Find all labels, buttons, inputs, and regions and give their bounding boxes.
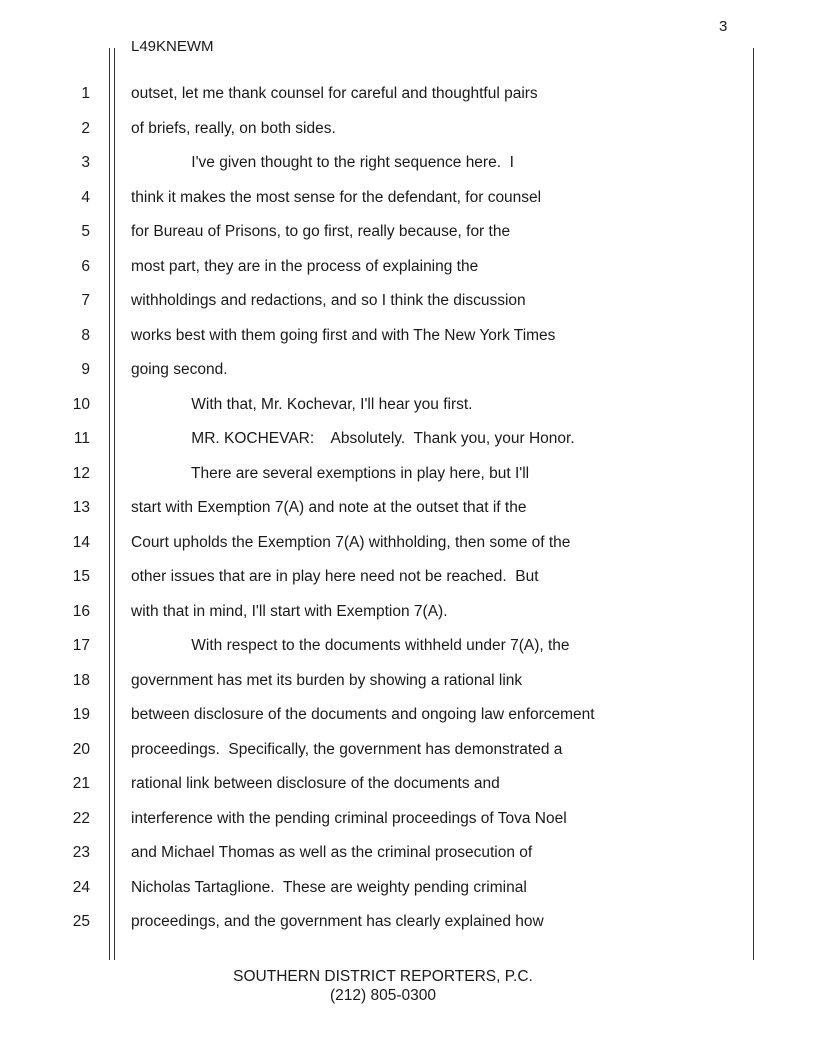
line-text: proceedings, and the government has clearly explained how	[131, 913, 544, 930]
line-number: 2	[81, 119, 90, 137]
line-text: rational link between disclosure of the documents and	[131, 775, 500, 792]
transcript-line	[0, 602, 816, 637]
transcript-line	[0, 567, 816, 602]
line-number: 4	[81, 188, 90, 206]
transcript-line	[0, 843, 816, 878]
line-text: start with Exemption 7(A) and note at the outset that if the	[131, 499, 527, 516]
line-number: 16	[72, 602, 90, 620]
transcript-lines	[0, 84, 816, 947]
line-number: 14	[72, 533, 90, 551]
line-text: I've given thought to the right sequence here. I	[131, 154, 514, 171]
line-text: for Bureau of Prisons, to go first, really because, for the	[131, 223, 511, 240]
line-text: withholdings and redactions, and so I think the discussion	[131, 292, 526, 309]
line-number: 5	[81, 223, 90, 240]
transcript-line	[0, 498, 816, 533]
line-number: 21	[72, 775, 90, 792]
line-number: 24	[72, 878, 90, 896]
transcript-line	[0, 878, 816, 913]
transcript-line	[0, 671, 816, 706]
transcript-line	[0, 257, 816, 292]
reporter-name: SOUTHERN DISTRICT REPORTERS, P.C.	[233, 968, 533, 985]
transcript-line	[0, 360, 816, 395]
line-number: 13	[72, 499, 90, 516]
line-text: between disclosure of the documents and ongoing law enforcement	[131, 706, 595, 723]
line-number: 1	[81, 85, 90, 102]
transcript-line	[0, 222, 816, 257]
line-number: 10	[72, 395, 90, 413]
line-number: 17	[72, 637, 90, 654]
line-number: 15	[72, 568, 90, 585]
line-number: 20	[72, 740, 90, 758]
line-number: 11	[73, 430, 90, 447]
transcript-line	[0, 119, 816, 154]
line-number: 12	[72, 464, 90, 482]
line-text: outset, let me thank counsel for careful and thoughtful pairs	[131, 85, 538, 102]
line-number: 6	[81, 257, 90, 275]
transcript-line	[0, 291, 816, 326]
line-text: With respect to the documents withheld under 7(A), the	[131, 637, 570, 654]
line-number: 9	[81, 361, 90, 378]
transcript-line	[0, 809, 816, 844]
transcript-line	[0, 84, 816, 119]
transcript-line	[0, 740, 816, 775]
line-text: going second.	[131, 361, 228, 378]
case-id: L49KNEWM	[131, 38, 214, 55]
line-text: and Michael Thomas as well as the criminal prosecution of	[131, 844, 533, 861]
line-number: 22	[72, 809, 90, 827]
line-text: With that, Mr. Kochevar, I'll hear you first.	[131, 395, 473, 413]
line-text: most part, they are in the process of explaining the	[131, 257, 479, 275]
line-number: 19	[72, 706, 90, 723]
transcript-line	[0, 326, 816, 361]
transcript-line	[0, 188, 816, 223]
line-text: other issues that are in play here need not be reached. But	[131, 568, 539, 585]
line-number: 3	[81, 154, 90, 171]
line-text: Court upholds the Exemption 7(A) withholding, then some of the	[131, 533, 571, 551]
line-number: 8	[81, 326, 90, 344]
transcript-line	[0, 153, 816, 188]
transcript-line	[0, 533, 816, 568]
transcript-line	[0, 429, 816, 464]
line-number: 25	[72, 913, 90, 930]
transcript-line	[0, 912, 816, 947]
line-text: of briefs, really, on both sides.	[131, 119, 336, 137]
line-number: 18	[72, 671, 90, 689]
transcript-line	[0, 395, 816, 430]
footer	[0, 967, 766, 1005]
transcript-line	[0, 705, 816, 740]
reporter-phone: (212) 805-0300	[330, 987, 436, 1004]
transcript-line	[0, 774, 816, 809]
line-text: MR. KOCHEVAR: Absolutely. Thank you, your Honor.	[131, 430, 575, 447]
line-text: Nicholas Tartaglione. These are weighty pending criminal	[131, 878, 527, 896]
transcript-line	[0, 464, 816, 499]
line-text: proceedings. Specifically, the government has demonstrated a	[131, 740, 563, 758]
line-text: There are several exemptions in play here, but I'll	[131, 464, 530, 482]
line-text: works best with them going first and with The New York Times	[131, 326, 556, 344]
transcript-line	[0, 636, 816, 671]
line-text: government has met its burden by showing a rational link	[131, 671, 523, 689]
line-number: 7	[81, 292, 90, 309]
line-text: interference with the pending criminal proceedings of Tova Noel	[131, 809, 567, 827]
line-text: think it makes the most sense for the defendant, for counsel	[131, 188, 542, 206]
page-number: 3	[719, 18, 728, 35]
line-text: with that in mind, I'll start with Exemption 7(A).	[131, 602, 448, 620]
line-number: 23	[72, 844, 90, 861]
